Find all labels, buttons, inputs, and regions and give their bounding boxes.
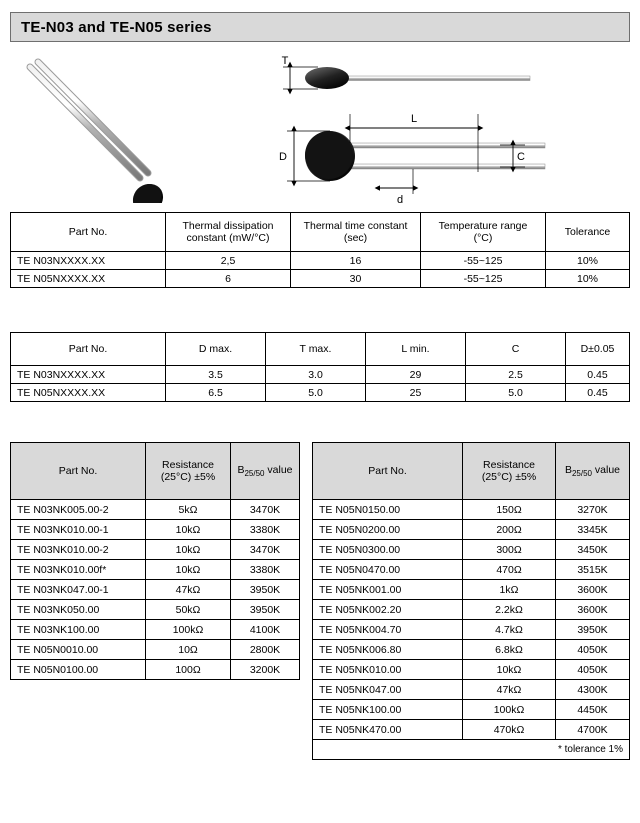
col-header-t-max: T max. (266, 333, 366, 366)
cell-b-value: 3600K (556, 580, 630, 600)
cell-resistance: 100kΩ (463, 700, 556, 720)
cell-t-max: 3.0 (266, 366, 366, 384)
cell-resistance: 50kΩ (146, 600, 231, 620)
table-row (313, 680, 630, 700)
cell-resistance: 150Ω (463, 500, 556, 520)
cell-b-value: 3950K (231, 600, 300, 620)
cell-part-no: TE N03NK005.00-2 (11, 500, 146, 520)
cell-resistance: 300Ω (463, 540, 556, 560)
cell-part-no: TE N03NK050.00 (11, 600, 146, 620)
table-row (313, 620, 630, 640)
cell-b-value: 3950K (556, 620, 630, 640)
table-row (313, 600, 630, 620)
cell-resistance: 47kΩ (146, 580, 231, 600)
dim-label-T: T (281, 55, 289, 67)
col-header-part-no: Part No. (11, 213, 166, 252)
table-row (11, 270, 630, 288)
col-header-resistance: Resistance (25°C) ±5% (146, 443, 231, 500)
cell-resistance: 470Ω (463, 560, 556, 580)
col-header-b-value: $B_{25/50}$ value (231, 443, 300, 500)
col-header-time-constant: Thermal time constant (sec) (291, 213, 421, 252)
table-header-row (313, 443, 630, 500)
cell-resistance: 47kΩ (463, 680, 556, 700)
cell-part-no: TE N05NK047.00 (313, 680, 463, 700)
col-header-tolerance: Tolerance (546, 213, 630, 252)
cell-b-value: 3470K (231, 540, 300, 560)
col-header-part-no: Part No. (313, 443, 463, 500)
cell-b-value: 4100K (231, 620, 300, 640)
cell-resistance: 10kΩ (146, 560, 231, 580)
cell-resistance: 470kΩ (463, 720, 556, 740)
table-row (11, 640, 300, 660)
table-row (313, 520, 630, 540)
cell-d-tol: 0.45 (566, 366, 630, 384)
col-header-d-max: D max. (166, 333, 266, 366)
cell-temp-range: -55~125 (421, 252, 546, 270)
cell-tolerance: 10% (546, 252, 630, 270)
product-figures (0, 48, 640, 203)
cell-resistance: 5kΩ (146, 500, 231, 520)
dim-label-D: D (279, 151, 287, 163)
cell-d-tol: 0.45 (566, 384, 630, 402)
table-row (11, 366, 630, 384)
cell-part-no: TE N05NK001.00 (313, 580, 463, 600)
table-header-row (11, 213, 630, 252)
table-row (313, 720, 630, 740)
col-header-resistance: Resistance (25°C) ±5% (463, 443, 556, 500)
cell-part-no: TE N03NXXXX.XX (11, 366, 166, 384)
table-row (313, 560, 630, 580)
cell-part-no: TE N05N0470.00 (313, 560, 463, 580)
cell-part-no: TE N05NXXXX.XX (11, 270, 166, 288)
cell-b-value: 3200K (231, 660, 300, 680)
col-header-dissipation-constant: Thermal dissipation constant (mW/°C) (166, 213, 291, 252)
cell-b-value: 3515K (556, 560, 630, 580)
table-row (313, 580, 630, 600)
col-header-part-no: Part No. (11, 443, 146, 500)
table-row (313, 500, 630, 520)
cell-time-constant: 16 (291, 252, 421, 270)
cell-c: 5.0 (466, 384, 566, 402)
cell-b-value: 4300K (556, 680, 630, 700)
col-header-d-tol: D±0.05 (566, 333, 630, 366)
cell-part-no: TE N05N0200.00 (313, 520, 463, 540)
table-row (11, 384, 630, 402)
cell-l-min: 25 (366, 384, 466, 402)
cell-resistance: 4.7kΩ (463, 620, 556, 640)
table-row (11, 580, 300, 600)
cell-l-min: 29 (366, 366, 466, 384)
cell-b-value: 3950K (231, 580, 300, 600)
cell-b-value: 4050K (556, 640, 630, 660)
cell-d-max: 6.5 (166, 384, 266, 402)
cell-b-value: 2800K (231, 640, 300, 660)
cell-b-value: 3380K (231, 520, 300, 540)
tolerance-note: * tolerance 1% (313, 740, 630, 760)
cell-resistance: 100Ω (146, 660, 231, 680)
table-footnote-row (313, 740, 630, 760)
cell-part-no: TE N05NK006.80 (313, 640, 463, 660)
cell-c: 2.5 (466, 366, 566, 384)
cell-resistance: 10kΩ (146, 540, 231, 560)
cell-part-no: TE N05N0100.00 (11, 660, 146, 680)
disc-thermistor-figure (279, 113, 545, 203)
thermal-characteristics-table (10, 212, 630, 288)
resistance-table-te-n03 (10, 442, 300, 680)
cell-part-no: TE N05NK010.00 (313, 660, 463, 680)
table-header-row (11, 333, 630, 366)
table-row (11, 500, 300, 520)
cell-part-no: TE N05NXXXX.XX (11, 384, 166, 402)
cell-part-no: TE N05N0300.00 (313, 540, 463, 560)
table-row (313, 660, 630, 680)
cell-b-value: 4450K (556, 700, 630, 720)
cell-b-value: 3600K (556, 600, 630, 620)
table-row (11, 540, 300, 560)
col-header-l-min: L min. (366, 333, 466, 366)
cell-part-no: TE N05NK470.00 (313, 720, 463, 740)
dim-label-L: L (410, 113, 418, 125)
cell-b-value: 3345K (556, 520, 630, 540)
cell-part-no: TE N03NK010.00-2 (11, 540, 146, 560)
cell-resistance: 10kΩ (146, 520, 231, 540)
col-header-c: C (466, 333, 566, 366)
cell-b-value: 3470K (231, 500, 300, 520)
cell-b-value: 3450K (556, 540, 630, 560)
cell-resistance: 1kΩ (463, 580, 556, 600)
cell-b-value: 4050K (556, 660, 630, 680)
bead-thermistor-lead-figure (30, 62, 169, 203)
cell-dissipation: 6 (166, 270, 291, 288)
page-title-bar (10, 12, 630, 42)
cell-b-value: 4700K (556, 720, 630, 740)
cell-resistance: 2.2kΩ (463, 600, 556, 620)
resistance-table-te-n05 (312, 442, 630, 760)
cell-resistance: 10Ω (146, 640, 231, 660)
cell-part-no: TE N03NK010.00-1 (11, 520, 146, 540)
dim-label-C: C (517, 151, 525, 163)
dimensions-table (10, 332, 630, 402)
cell-part-no: TE N03NK010.00f* (11, 560, 146, 580)
cell-d-max: 3.5 (166, 366, 266, 384)
page-title: TE-N03 and TE-N05 series (21, 18, 212, 36)
cell-part-no: TE N03NXXXX.XX (11, 252, 166, 270)
cell-b-value: 3380K (231, 560, 300, 580)
table-row (11, 620, 300, 640)
cell-part-no: TE N05NK004.70 (313, 620, 463, 640)
cell-resistance: 100kΩ (146, 620, 231, 640)
cell-part-no: TE N03NK100.00 (11, 620, 146, 640)
col-header-temperature-range: Temperature range (°C) (421, 213, 546, 252)
table-row (11, 520, 300, 540)
table-row (313, 540, 630, 560)
cell-dissipation: 2,5 (166, 252, 291, 270)
col-header-b-value: $B_{25/50}$ value (556, 443, 630, 500)
table-row (11, 252, 630, 270)
table-row (11, 600, 300, 620)
table-row (313, 700, 630, 720)
cell-resistance: 200Ω (463, 520, 556, 540)
cell-resistance: 6.8kΩ (463, 640, 556, 660)
dim-label-d: d (396, 194, 404, 203)
top-bead-figure (282, 55, 530, 89)
table-row (11, 560, 300, 580)
cell-b-value: 3270K (556, 500, 630, 520)
cell-resistance: 10kΩ (463, 660, 556, 680)
cell-part-no: TE N05N0010.00 (11, 640, 146, 660)
cell-temp-range: -55~125 (421, 270, 546, 288)
cell-tolerance: 10% (546, 270, 630, 288)
cell-part-no: TE N03NK047.00-1 (11, 580, 146, 600)
cell-t-max: 5.0 (266, 384, 366, 402)
col-header-part-no: Part No. (11, 333, 166, 366)
cell-part-no: TE N05NK002.20 (313, 600, 463, 620)
cell-part-no: TE N05N0150.00 (313, 500, 463, 520)
cell-part-no: TE N05NK100.00 (313, 700, 463, 720)
table-row (313, 640, 630, 660)
table-header-row (11, 443, 300, 500)
cell-time-constant: 30 (291, 270, 421, 288)
table-row (11, 660, 300, 680)
